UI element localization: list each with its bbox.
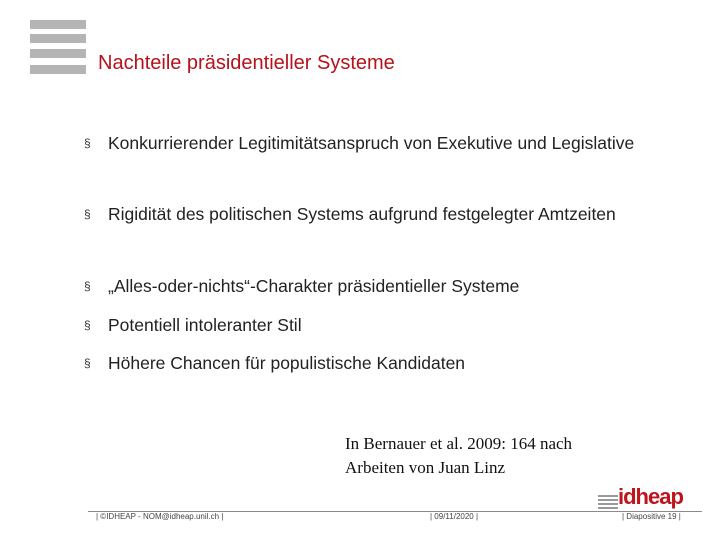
bullet-text: Konkurrierender Legitimitätsanspruch von Exekutive und Legislative [108, 133, 635, 153]
bullet-item [84, 346, 644, 380]
bullet-marker: § [84, 136, 91, 150]
bullet-item [84, 126, 644, 160]
citation [345, 432, 665, 480]
slide-title: Nachteile präsidentieller Systeme [98, 52, 395, 74]
decor-bar [30, 20, 86, 29]
bullet-marker: § [84, 279, 91, 293]
bullet-marker: § [84, 318, 91, 332]
bullet-text: Potentiell intoleranter Stil [108, 315, 302, 335]
bullet-text: Höhere Chancen für populistische Kandidaten [108, 353, 466, 373]
logo-lines-icon [598, 495, 618, 511]
decor-bar [30, 65, 86, 74]
citation-line: In Bernauer et al. 2009: 164 nach [345, 434, 573, 453]
bullet-item [84, 308, 644, 342]
bullet-marker: § [84, 356, 91, 370]
citation-line: Arbeiten von Juan Linz [345, 458, 506, 477]
bullet-item [84, 197, 644, 231]
footer-slide-number: | Diapositive 19 | [622, 512, 681, 521]
footer-copyright: | ©IDHEAP - NOM@idheap.unil.ch | [96, 512, 224, 521]
bullet-text: Rigidität des politischen Systems aufgrund festgelegter Amtzeiten [108, 204, 616, 224]
bullet-marker: § [84, 207, 91, 221]
decor-bar [30, 34, 86, 43]
bullet-item [84, 269, 644, 303]
footer-date: | 09/11/2020 | [430, 512, 479, 521]
bullet-text: „Alles-oder-nichts“-Charakter präsidentieller Systeme [108, 276, 520, 296]
logo-text: idheap [618, 484, 683, 509]
decor-bar [30, 49, 86, 58]
